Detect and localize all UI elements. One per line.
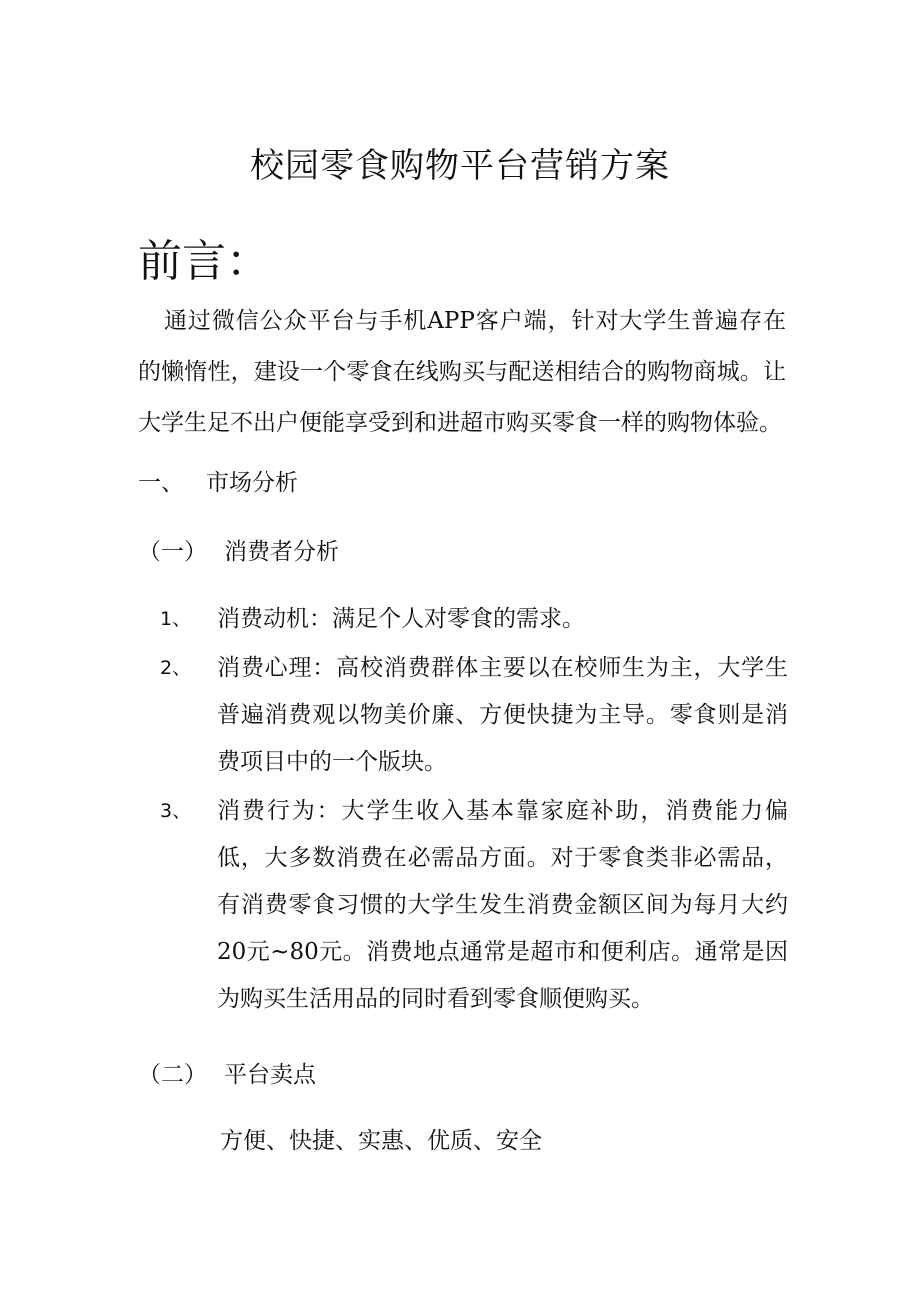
preface-heading: 前言：: [138, 236, 270, 287]
subsection-title: 消费者分析: [224, 539, 339, 565]
subsection-heading-consumer-analysis: [138, 529, 339, 575]
list-item-number: 1、: [160, 608, 192, 630]
list-item-number: 3、: [160, 800, 192, 822]
list-item-text: 消费心理：高校消费群体主要以在校师生为主，大学生普遍消费观以物美价廉、方便快捷为主导。零食则是消费项目中的一个版块。: [217, 655, 788, 775]
list-item: [160, 788, 788, 1023]
list-item: [160, 596, 788, 643]
subsection-number: （二）: [138, 1062, 207, 1088]
section-heading-market-analysis: [138, 460, 298, 506]
list-item-number: 2、: [160, 657, 192, 679]
list-item-text: 消费动机：满足个人对零食的需求。: [217, 606, 585, 632]
list-item: [160, 645, 788, 786]
selling-points-text: 方便、快捷、实惠、优质、安全: [220, 1128, 542, 1154]
subsection-number: （一）: [138, 539, 207, 565]
subsection-title: 平台卖点: [224, 1062, 316, 1088]
document-title: 校园零食购物平台营销方案: [250, 146, 670, 186]
section-title: 市场分析: [206, 470, 298, 496]
section-number: 一、: [138, 470, 184, 496]
intro-paragraph: 通过微信公众平台与手机APP客户端，针对大学生普遍存在的懒惰性，建设一个零食在线购买与配送相结合的购物商城。让大学生足不出户便能享受到和进超市购买零食一样的购物体验。: [138, 308, 786, 436]
list-item-text: 消费行为：大学生收入基本靠家庭补助，消费能力偏低，大多数消费在必需品方面。对于零食类非必需品，有消费零食习惯的大学生发生消费金额区间为每月大约20元~80元。消费地点通常是超市和便利店。通常是因为购买生活用品的同时看到零食顺便购买。: [217, 798, 788, 1012]
subsection-heading-selling-points: [138, 1052, 316, 1098]
